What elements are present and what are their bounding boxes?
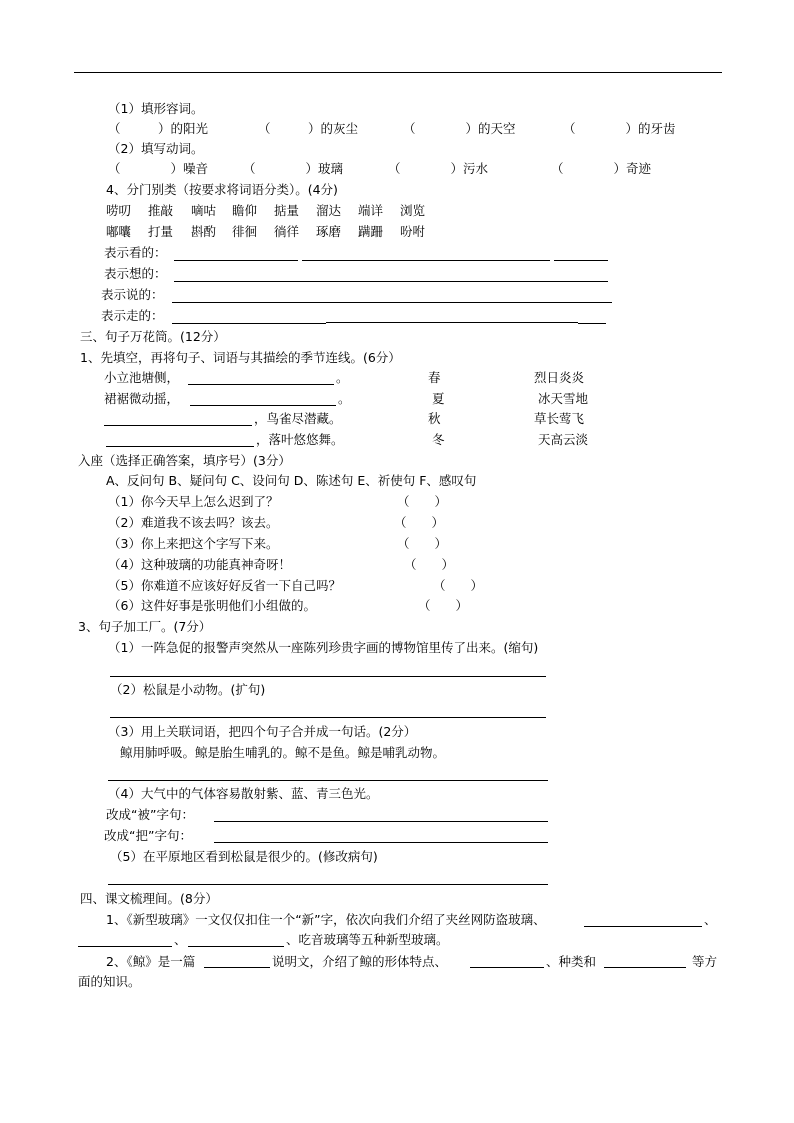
word: 唠叨 bbox=[106, 203, 132, 218]
paragraph-text: 面的知识。 bbox=[78, 974, 141, 989]
word: 斟酌 bbox=[191, 224, 217, 239]
section-title: 四、课文梳理间。(8分） bbox=[80, 891, 218, 906]
answer-line bbox=[108, 884, 548, 885]
choice-item: （5）你难道不应该好好反省一下自己吗？ bbox=[108, 578, 341, 593]
answer-paren: （ ） bbox=[397, 494, 448, 509]
answer-line bbox=[108, 780, 548, 781]
sentence-right: ，落叶悠悠舞。 bbox=[256, 432, 344, 447]
choice-item: （3）你上来把这个字写下来。 bbox=[108, 536, 279, 551]
sentence-left: 小立池塘侧， bbox=[104, 370, 180, 385]
answer-line bbox=[326, 322, 578, 323]
word: 徘徊 bbox=[232, 224, 258, 239]
answer-line bbox=[604, 967, 686, 968]
blank-item: （ ）的天空 bbox=[403, 121, 516, 136]
punct: 。 bbox=[338, 391, 351, 406]
answer-line bbox=[104, 425, 252, 426]
word: 嘟囔 bbox=[106, 224, 132, 239]
season: 春 bbox=[428, 370, 441, 385]
sub-question-verbs: （2）填写动词。 bbox=[108, 141, 204, 156]
word: 浏览 bbox=[400, 203, 426, 218]
answer-line bbox=[172, 323, 326, 324]
blank-item: （ ）噪音 bbox=[108, 161, 209, 176]
blank-item: （ ）的牙齿 bbox=[563, 121, 676, 136]
answer-line bbox=[302, 260, 550, 261]
season-phrase: 烈日炎炎 bbox=[534, 370, 585, 385]
question-title: 3、句子加工厂。(7分） bbox=[78, 619, 212, 634]
answer-paren: （ ） bbox=[394, 515, 445, 530]
choice-item: （1）你今天早上怎么迟到了？ bbox=[108, 494, 279, 509]
season-phrase: 天高云淡 bbox=[538, 432, 589, 447]
sentence-left: 裙裾微动摇， bbox=[104, 391, 180, 406]
paragraph-text: 2、《鲸》是一篇 bbox=[106, 954, 196, 969]
sentence-right: ，鸟雀尽潜藏。 bbox=[254, 411, 342, 426]
answer-line bbox=[578, 323, 606, 324]
section-title: 三、句子万花筒。(12分） bbox=[80, 329, 226, 344]
answer-line bbox=[172, 302, 612, 303]
punct: 。 bbox=[336, 370, 349, 385]
answer-paren: （ ） bbox=[418, 598, 469, 613]
exercise-text: 鲸用肺呼吸。鲸是胎生哺乳的。鲸不是鱼。鲸是哺乳动物。 bbox=[120, 745, 446, 760]
answer-paren: （ ） bbox=[397, 536, 448, 551]
exercise-prompt: （4）大气中的气体容易散射紫、蓝、青三色光。 bbox=[108, 786, 379, 801]
top-rule bbox=[74, 72, 722, 73]
answer-line bbox=[190, 405, 336, 406]
word: 掂量 bbox=[274, 203, 300, 218]
exercise-prompt: （3）用上关联词语，把四个句子合并成一句话。(2分） bbox=[108, 724, 417, 739]
answer-line bbox=[110, 676, 546, 677]
options: A、反问句 B、疑问句 C、设问句 D、陈述句 E、祈使句 F、感叹句 bbox=[106, 473, 477, 488]
answer-line bbox=[174, 260, 298, 261]
word: 蹒跚 bbox=[358, 224, 384, 239]
answer-line bbox=[554, 260, 608, 261]
season-phrase: 草长莺飞 bbox=[534, 411, 585, 426]
punct: 、 bbox=[704, 912, 717, 927]
season: 夏 bbox=[432, 391, 445, 406]
blank-item: （ ）的灰尘 bbox=[258, 121, 359, 136]
question-title: 1、先填空，再将句子、词语与其描绘的季节连线。(6分） bbox=[80, 350, 401, 365]
answer-line bbox=[188, 384, 334, 385]
answer-line bbox=[78, 946, 172, 947]
answer-line bbox=[584, 926, 702, 927]
category-label: 表示看的： bbox=[104, 245, 167, 260]
punct: 、 bbox=[174, 932, 187, 947]
answer-line bbox=[214, 821, 548, 822]
blank-item: （ ）奇迹 bbox=[551, 161, 652, 176]
rewrite-label: 改成“被”字句： bbox=[106, 807, 194, 822]
question-title: 入座（选择正确答案，填序号）(3分） bbox=[78, 453, 291, 468]
word: 溜达 bbox=[316, 203, 342, 218]
category-label: 表示走的： bbox=[101, 308, 164, 323]
season: 冬 bbox=[432, 432, 445, 447]
category-label: 表示想的： bbox=[104, 266, 167, 281]
choice-item: （2）难道我不该去吗？该去。 bbox=[108, 515, 279, 530]
rewrite-label: 改成“把”字句： bbox=[104, 828, 192, 843]
word: 琢磨 bbox=[316, 224, 342, 239]
sub-question-adjectives: （1）填形容词。 bbox=[108, 101, 204, 116]
exercise-prompt: （1）一阵急促的报警声突然从一座陈列珍贵字画的博物馆里传了出来。(缩句) bbox=[108, 640, 539, 655]
paragraph-text: 等方 bbox=[692, 954, 718, 969]
blank-item: （ ）玻璃 bbox=[243, 161, 344, 176]
answer-line bbox=[188, 946, 284, 947]
exercise-prompt: （5）在平原地区看到松鼠是很少的。(修改病句) bbox=[110, 849, 378, 864]
answer-line bbox=[110, 717, 546, 718]
question-title: 4、分门别类（按要求将词语分类）。(4分) bbox=[106, 182, 338, 197]
exercise-prompt: （2）松鼠是小动物。(扩句) bbox=[110, 682, 266, 697]
paragraph-text: 、种类和 bbox=[546, 954, 597, 969]
answer-paren: （ ） bbox=[433, 578, 484, 593]
paragraph-text: 、吃音玻璃等五种新型玻璃。 bbox=[286, 932, 449, 947]
answer-line bbox=[214, 842, 548, 843]
word: 吩咐 bbox=[400, 224, 426, 239]
choice-item: （4）这种玻璃的功能真神奇呀！ bbox=[108, 557, 291, 572]
word: 打量 bbox=[148, 224, 174, 239]
blank-item: （ ）污水 bbox=[388, 161, 489, 176]
answer-line bbox=[204, 967, 270, 968]
word: 推敲 bbox=[148, 203, 174, 218]
blank-item: （ ）的阳光 bbox=[108, 121, 209, 136]
word: 瞻仰 bbox=[232, 203, 258, 218]
word: 徜徉 bbox=[274, 224, 300, 239]
word: 嘀咕 bbox=[191, 203, 217, 218]
paragraph-text: 1、《新型玻璃》一文仅仅扣住一个“新”字，依次向我们介绍了夹丝网防盗玻璃、 bbox=[106, 912, 546, 927]
choice-item: （6）这件好事是张明他们小组做的。 bbox=[108, 598, 316, 613]
answer-line bbox=[174, 281, 608, 282]
season-phrase: 冰天雪地 bbox=[538, 391, 589, 406]
paragraph-text: 说明文，介绍了鲸的形体特点、 bbox=[272, 954, 448, 969]
word: 端详 bbox=[358, 203, 384, 218]
season: 秋 bbox=[428, 411, 441, 426]
answer-line bbox=[470, 967, 544, 968]
category-label: 表示说的： bbox=[101, 287, 164, 302]
answer-paren: （ ） bbox=[404, 557, 455, 572]
answer-line bbox=[106, 446, 254, 447]
